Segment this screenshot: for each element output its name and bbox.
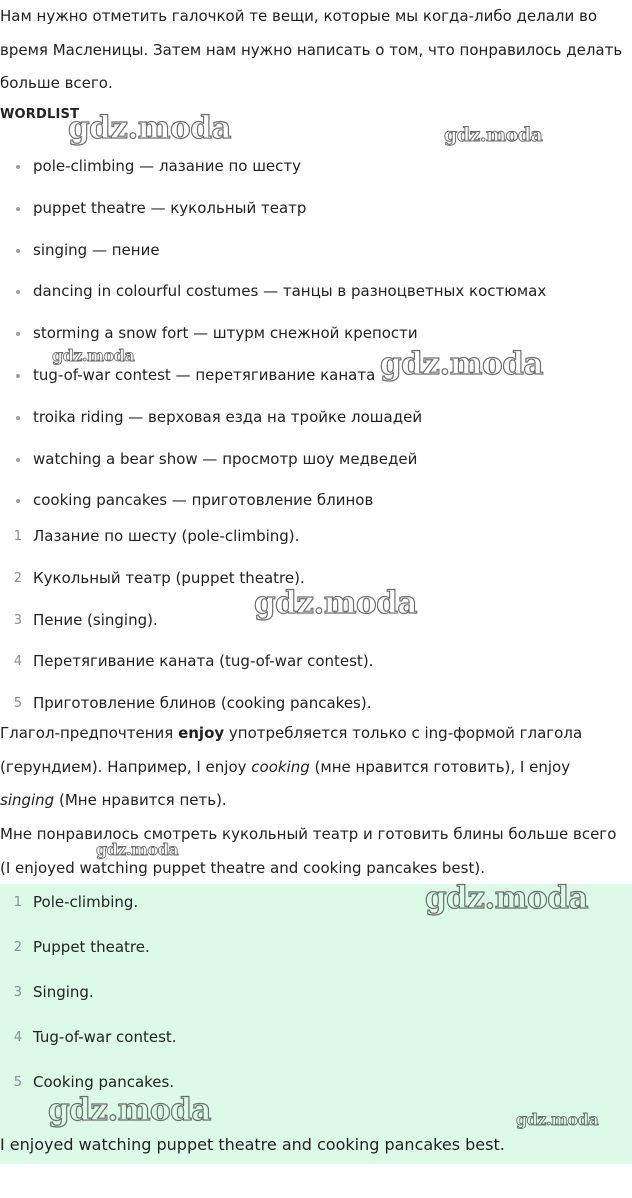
list-item-text: Puppet theatre.	[33, 938, 150, 956]
bullet-icon	[16, 416, 20, 420]
list-item-text: Cooking pancakes.	[33, 1073, 175, 1091]
list-item-text: Кукольный театр (puppet theatre).	[33, 568, 305, 587]
bullet-icon	[16, 499, 20, 503]
bullet-icon	[16, 249, 20, 253]
list-item	[0, 925, 620, 970]
list-item	[0, 600, 620, 642]
bullet-icon	[16, 458, 20, 462]
example-word: cooking	[251, 757, 310, 776]
final-answer: I enjoyed watching puppet theatre and cooking pancakes best.	[0, 1135, 505, 1154]
wordlist-item: troika riding — верховая езда на тройке лошадей	[0, 397, 620, 439]
bullet-icon	[16, 290, 20, 294]
watermark-logo: gdz.moda	[68, 110, 231, 146]
watermark-logo: gdz.moda	[444, 124, 543, 146]
list-item	[0, 516, 620, 558]
watermark-logo: gdz.moda	[52, 346, 135, 365]
bullet-icon	[16, 374, 20, 378]
intro-paragraph: Нам нужно отметить галочкой те вещи, которые мы когда-либо делали во время Масленицы. Затем нам нужно написать о том, что понравилось делать больше всего.	[0, 7, 623, 92]
example-word: singing	[0, 791, 55, 809]
watermark-logo: gdz.moda	[254, 585, 417, 621]
list-number: 1	[13, 529, 22, 544]
watermark-logo: gdz.moda	[380, 346, 543, 382]
wordlist-item: dancing in colourful costumes — танцы в разноцветных костюмах	[0, 271, 620, 313]
list-number: 1	[13, 895, 22, 910]
wordlist-item: puppet theatre — кукольный театр	[0, 188, 620, 230]
list-item	[0, 970, 620, 1015]
bullet-icon	[16, 207, 20, 211]
list-number: 2	[13, 940, 22, 955]
list-item-text: Приготовление блинов (cooking pancakes).	[33, 694, 372, 713]
list-number: 4	[13, 1030, 22, 1045]
list-item-text: Лазание по шесту (pole-climbing).	[33, 527, 300, 545]
list-item-text: Singing.	[33, 983, 94, 1001]
list-item	[0, 1015, 620, 1060]
list-number: 4	[13, 654, 22, 670]
list-item	[0, 1060, 620, 1105]
list-item	[0, 558, 620, 600]
list-number: 3	[13, 985, 22, 1000]
list-item-text: Pole-climbing.	[33, 893, 139, 911]
grammar-rule-paragraph: Глагол-предпочтения enjoy употребляется только с ing-формой глагола (герундием). Например, I enjoy cooking (мне нравится готовить), I enjoy singing (Мне нравится петь).	[0, 724, 583, 809]
list-number: 3	[13, 612, 22, 628]
wordlist-item: storming a snow fort — штурм снежной крепости	[0, 313, 620, 355]
translation-list	[0, 516, 620, 725]
wordlist-item: cooking pancakes — приготовление блинов	[0, 480, 620, 522]
wordlist-heading: WORDLIST	[0, 107, 80, 122]
keyword-enjoy: enjoy	[178, 724, 225, 742]
bullet-icon	[16, 165, 20, 169]
wordlist	[0, 146, 620, 522]
list-item	[0, 641, 620, 683]
answer-paragraph: Мне понравилось смотреть кукольный театр и готовить блины больше всего (I enjoyed watching puppet theatre and cooking pancakes best).	[0, 825, 617, 877]
watermark-logo: gdz.moda	[96, 840, 179, 859]
wordlist-item: pole-climbing — лазание по шесту	[0, 146, 620, 188]
list-item-text: Перетягивание каната (tug-of-war contest).	[33, 652, 374, 671]
list-number: 2	[13, 570, 22, 586]
list-number: 5	[13, 696, 22, 712]
list-item	[0, 880, 620, 925]
list-number: 5	[13, 1075, 22, 1090]
bullet-icon	[16, 332, 20, 336]
answer-list	[0, 880, 620, 1105]
wordlist-item: watching a bear show — просмотр шоу медведей	[0, 439, 620, 481]
wordlist-item: tug-of-war contest — перетягивание каната	[0, 355, 620, 397]
list-item-text: Tug-of-war contest.	[33, 1028, 177, 1046]
wordlist-item: singing — пение	[0, 230, 620, 272]
list-item-text: Пение (singing).	[33, 610, 158, 629]
